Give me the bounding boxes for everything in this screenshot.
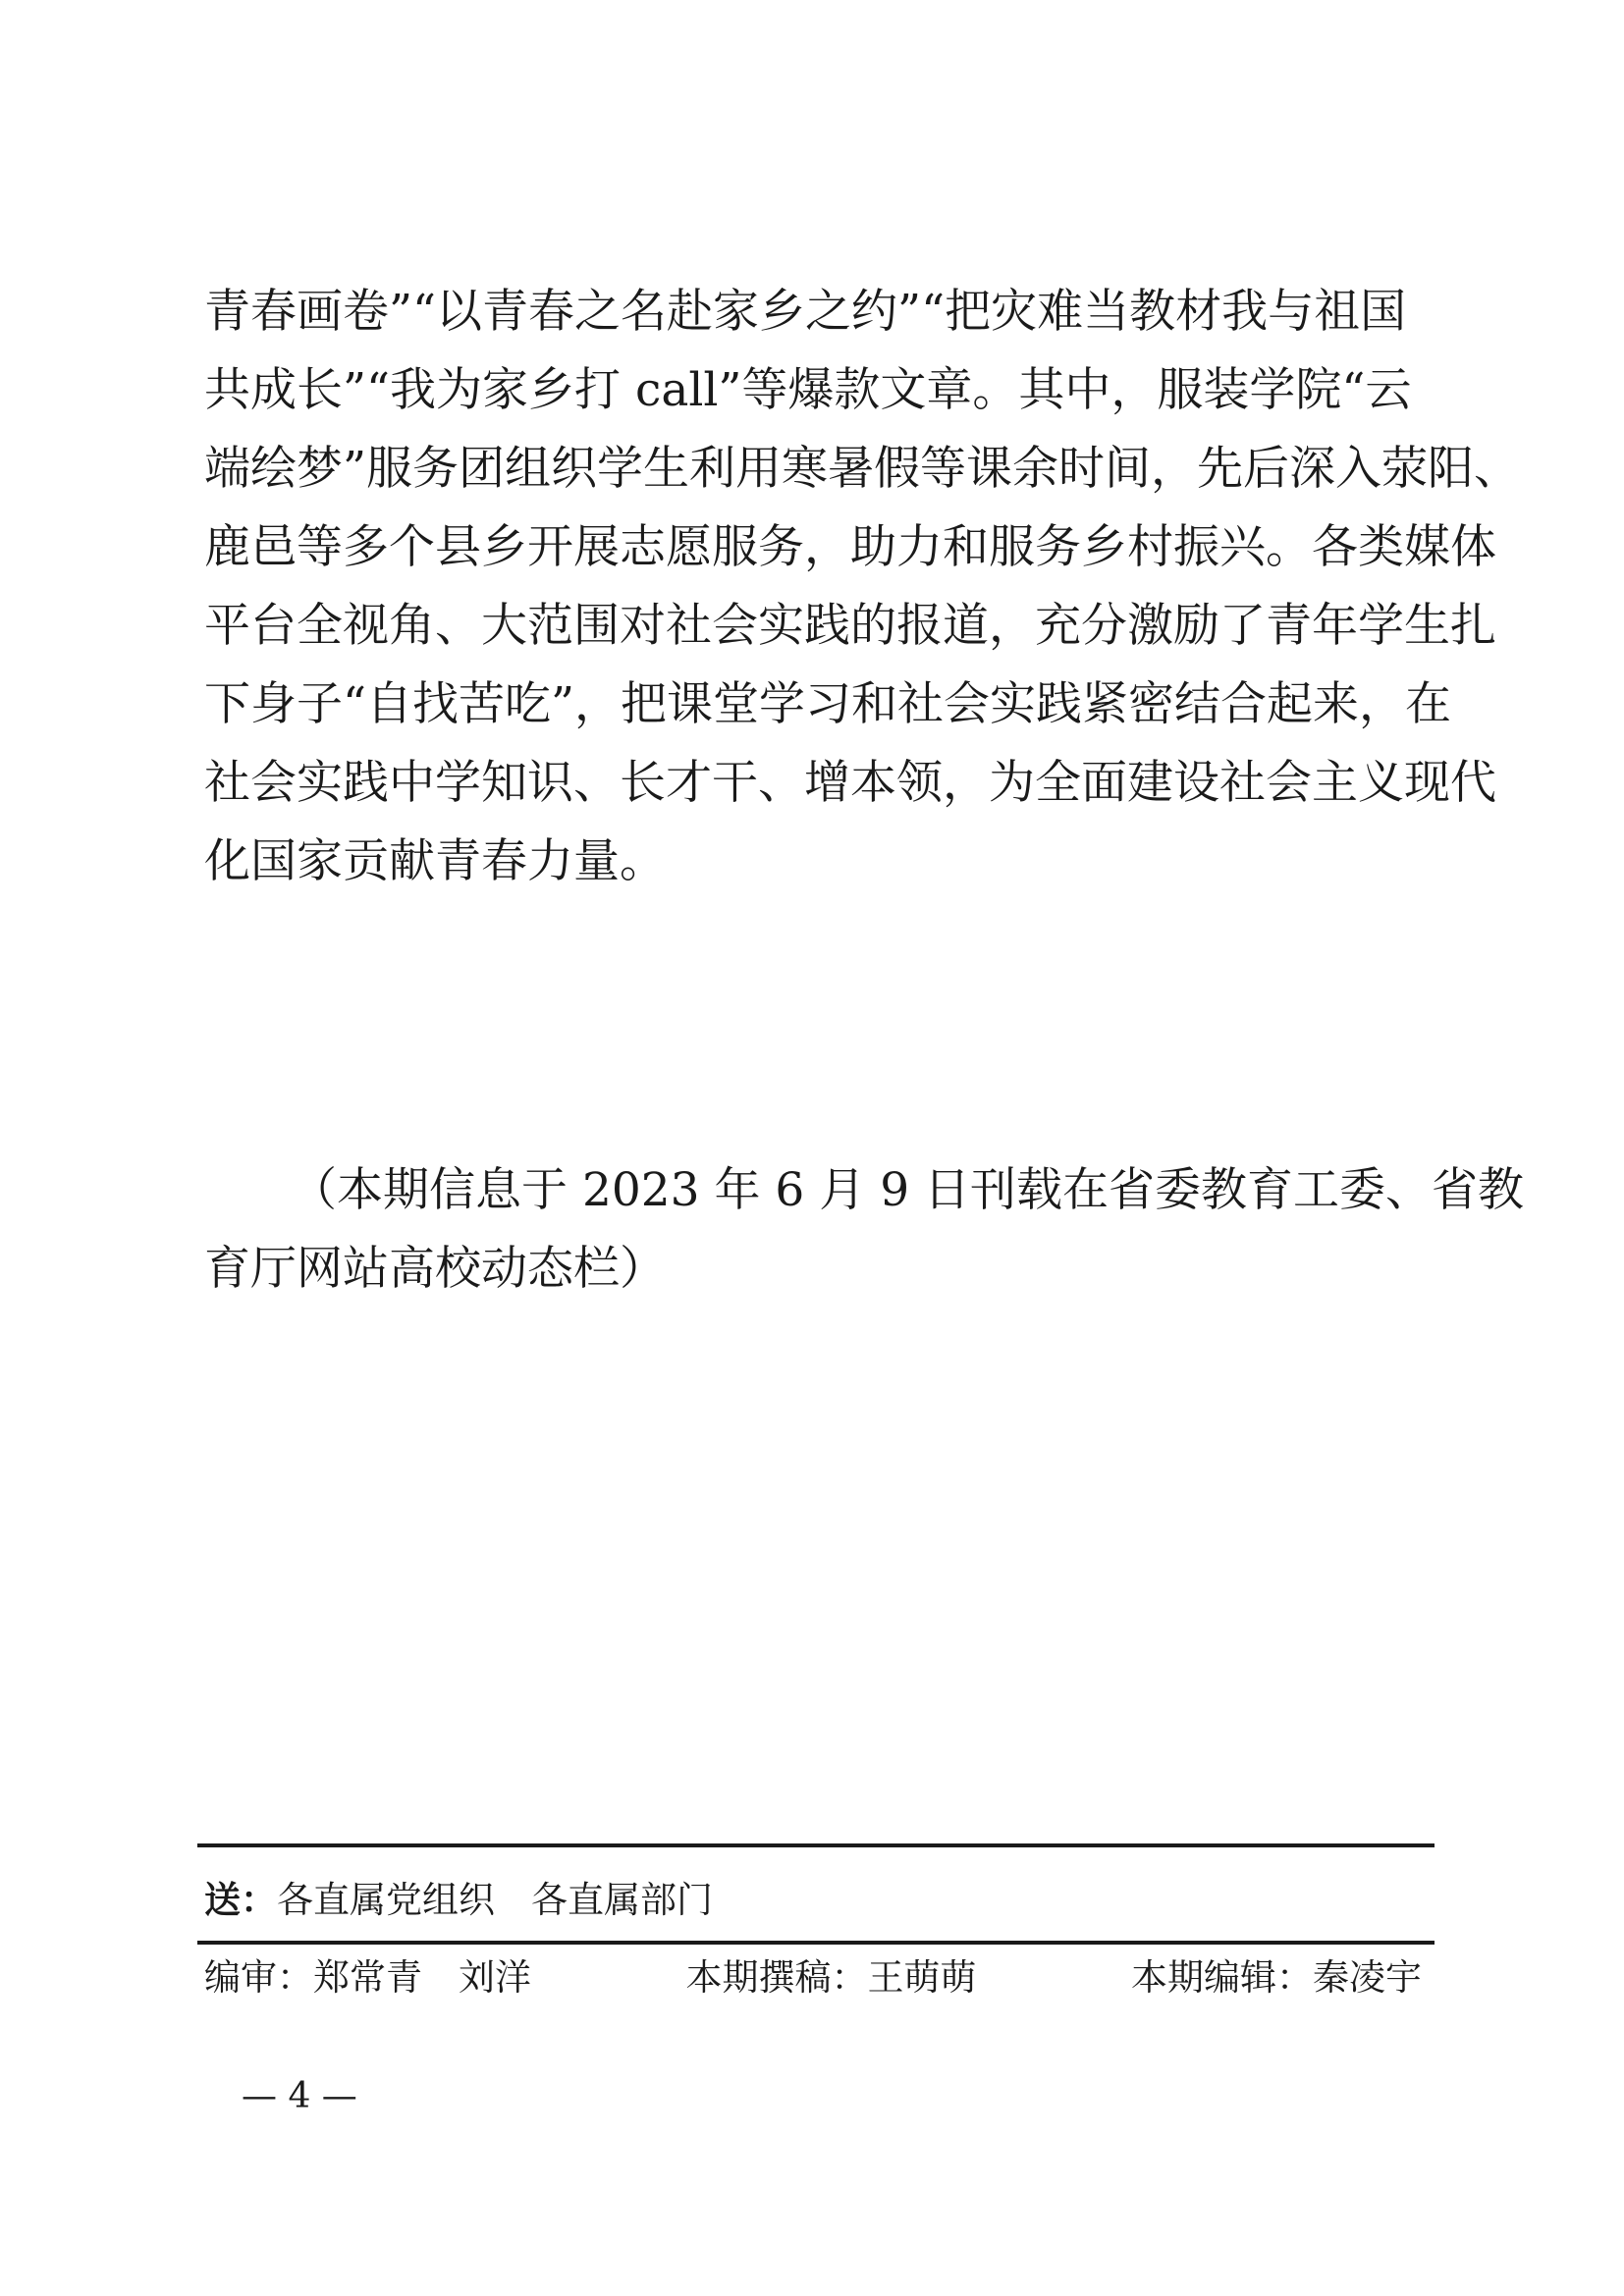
paragraph-line: 端绘梦”服务团组织学生利用寒暑假等课余时间，先后深入荥阳、 [204, 442, 1521, 496]
note-line: （本期信息于 2023 年 6 月 9 日刊载在省委教育工委、省教 [291, 1163, 1525, 1217]
paragraph-line: 化国家贡献青春力量。 [204, 834, 666, 888]
note-line: 育厅网站高校动态栏） [204, 1242, 666, 1296]
paragraph-line: 青春画卷”“以青春之名赴家乡之约”“把灾难当教材我与祖国 [204, 285, 1407, 339]
distribution-row [204, 1876, 713, 1924]
send-label: 送： [204, 1878, 277, 1921]
credits-row [204, 1954, 1422, 2002]
editor-label: 本期编辑： [1131, 1956, 1313, 1999]
review-credit [204, 1954, 531, 2002]
divider-rule [197, 1941, 1435, 1945]
page-number: — 4 — [242, 2076, 357, 2116]
editor-name: 秦凌宇 [1313, 1956, 1422, 1999]
paragraph-line: 社会实践中学知识、长才干、增本领，为全面建设社会主义现代 [204, 756, 1496, 810]
writer-label: 本期撰稿： [685, 1956, 868, 1999]
body-paragraph [204, 273, 1521, 901]
paragraph-line: 共成长”“我为家乡打 call”等爆款文章。其中，服装学院“云 [204, 363, 1412, 417]
send-recipients: 各直属党组织 各直属部门 [277, 1879, 713, 1921]
paragraph-line: 鹿邑等多个县乡开展志愿服务，助力和服务乡村振兴。各类媒体 [204, 520, 1496, 574]
publication-note [204, 1151, 1525, 1308]
paragraph-line: 平台全视角、大范围对社会实践的报道，充分激励了青年学生扎 [204, 599, 1496, 653]
divider-rule [197, 1843, 1435, 1847]
paragraph-line: 下身子“自找苦吃”，把课堂学习和社会实践紧密结合起来，在 [204, 677, 1452, 731]
writer-name: 王萌萌 [867, 1956, 977, 1999]
writer-credit [686, 1954, 977, 2002]
review-names: 郑常青 刘洋 [313, 1956, 531, 1999]
review-label: 编审： [204, 1956, 313, 1999]
editor-credit [1131, 1954, 1422, 2002]
